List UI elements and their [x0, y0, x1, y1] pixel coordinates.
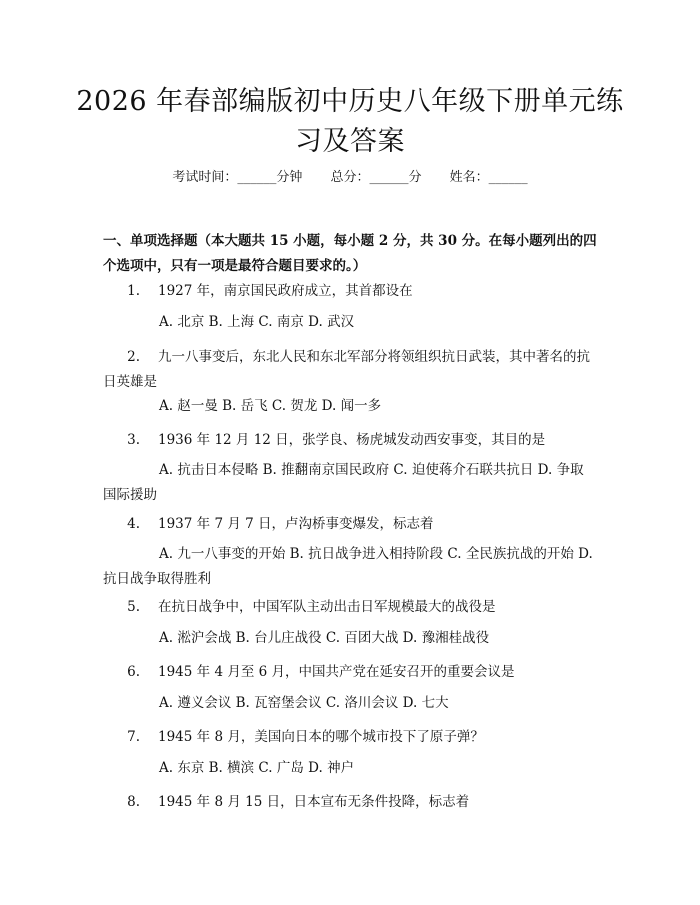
- question-stem: 2. 九一八事变后，东北人民和东北军部分将领组织抗日武装，其中著名的抗日英雄是: [103, 349, 590, 390]
- total-score: 总分：______分: [330, 170, 422, 185]
- question-stem: 1. 1927 年，南京国民政府成立，其首都设在: [127, 283, 413, 299]
- question-options: A. 赵一曼 B. 岳飞 C. 贺龙 D. 闻一多: [159, 398, 382, 414]
- question-options: A. 淞沪会战 B. 台儿庄战役 C. 百团大战 D. 豫湘桂战役: [159, 630, 490, 646]
- section-heading: 一、单项选择题（本大题共 15 小题，每小题 2 分，共 30 分。在每小题列出的四个选项中，只有一项是最符合题目要求的。）: [103, 233, 597, 274]
- question-options: A. 遵义会议 B. 瓦窑堡会议 C. 洛川会议 D. 七大: [159, 695, 449, 711]
- question-options: A. 九一八事变的开始 B. 抗日战争进入相持阶段 C. 全民族抗战的开始 D. 抗日战争取得胜利: [103, 546, 593, 587]
- question-options: A. 北京 B. 上海 C. 南京 D. 武汉: [159, 314, 355, 330]
- question-stem: 4. 1937 年 7 月 7 日，卢沟桥事变爆发，标志着: [127, 516, 434, 532]
- title-line-2: 习及答案: [295, 126, 405, 157]
- title-line-1: 2026 年春部编版初中历史八年级下册单元练: [76, 86, 624, 117]
- question-stem: 6. 1945 年 4 月至 6 月，中国共产党在延安召开的重要会议是: [127, 664, 515, 680]
- question-options: A. 抗击日本侵略 B. 推翻南京国民政府 C. 迫使蒋介石联共抗日 D. 争取国际援助: [103, 462, 584, 503]
- question-stem: 5. 在抗日战争中，中国军队主动出击日军规模最大的战役是: [127, 599, 496, 615]
- question-stem: 8. 1945 年 8 月 15 日，日本宣布无条件投降，标志着: [127, 794, 470, 810]
- page-title: [60, 82, 640, 162]
- question-stem: 3. 1936 年 12 月 12 日，张学良、杨虎城发动西安事变，其目的是: [127, 432, 546, 448]
- question-options: A. 东京 B. 横滨 C. 广岛 D. 神户: [159, 760, 355, 776]
- exam-time: 考试时间：______分钟: [172, 170, 303, 185]
- question-stem: 7. 1945 年 8 月，美国向日本的哪个城市投下了原子弹？: [127, 729, 484, 745]
- exam-info: [0, 168, 700, 188]
- student-name: 姓名：______: [449, 170, 528, 185]
